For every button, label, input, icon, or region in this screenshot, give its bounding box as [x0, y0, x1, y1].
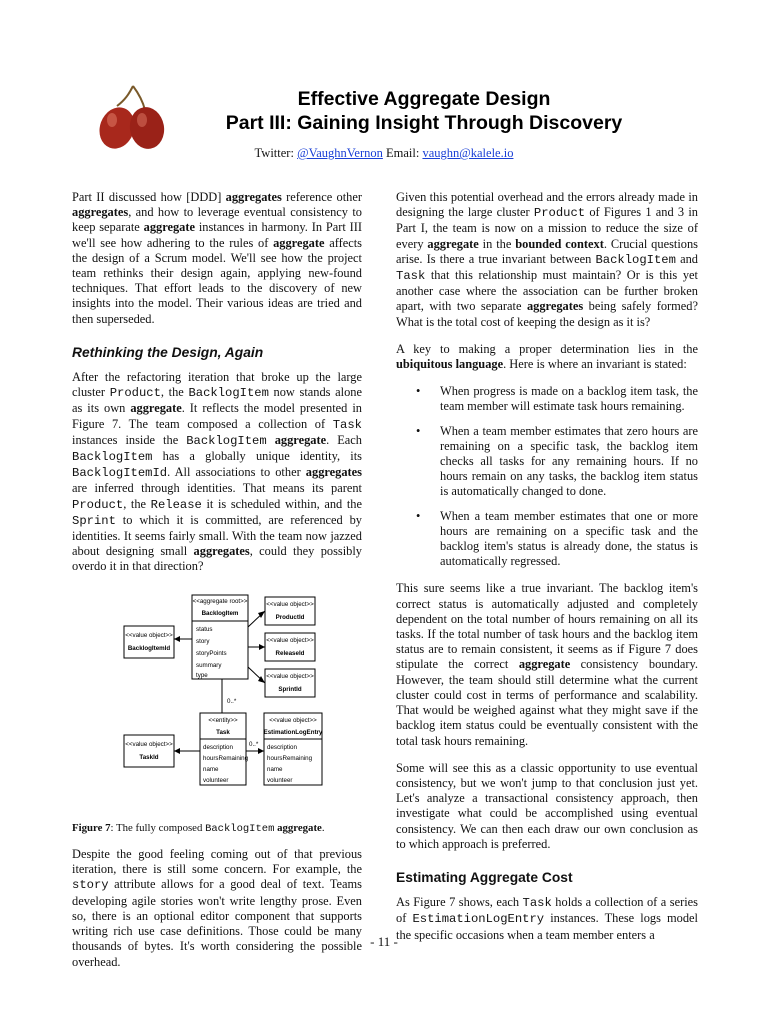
text-run: Despite the good feeling coming out of that previous iteration, there is still some concern. For example, the	[72, 847, 362, 877]
vo-stereotype: <<value object>>	[266, 600, 314, 608]
text-run: After the refactoring iteration that broke up the large cluster	[72, 370, 362, 400]
estimation-attr: hoursRemaining	[267, 754, 313, 762]
text-run: , the	[123, 496, 151, 511]
code-term: Sprint	[72, 513, 116, 528]
twitter-link[interactable]: @VaughnVernon	[297, 146, 383, 160]
multiplicity-label: 0..*	[249, 740, 259, 748]
eventual-consistency-paragraph	[396, 761, 698, 852]
text-run: Some will see this as a classic opportunity to use eventual consistency, but we won't jump to that conclusion just yet. Let's analyze a transactional consistency approach, then investigate what could be accomplished using eventual consistency. We can then each draw our own conclusion as to which approach is preferred.	[396, 760, 698, 851]
code-term: Product	[109, 386, 161, 401]
code-term: Product	[533, 206, 586, 221]
contact-line	[0, 146, 768, 161]
figure-7-diagram	[72, 593, 362, 803]
backlog-attr: story	[196, 637, 210, 645]
task-attr: description	[203, 743, 233, 751]
backlog-stereotype: <<aggregate root>>	[192, 597, 248, 605]
estimation-attr: volunteer	[267, 776, 293, 784]
caption-label: Figure 7	[72, 821, 111, 834]
list-item: • When progress is made on a backlog item task, the team member will estimate task hours remaining.	[440, 384, 698, 414]
code-term: Task	[396, 269, 426, 284]
email-label: Email:	[382, 146, 423, 160]
bold-term: aggregate	[274, 432, 327, 447]
section-heading-rethinking: Rethinking the Design, Again	[72, 344, 264, 360]
code-term: story	[72, 878, 109, 893]
page-number: - 11 -	[370, 934, 398, 949]
releaseid-class: ReleaseId	[275, 649, 305, 657]
text-run: has a globally unique identity, its	[152, 449, 362, 464]
text-run: now stands alone as its own	[72, 385, 362, 416]
list-item: • When a team member estimates that zero hours are remaining on a specific task, the backlog item checks all tasks for any remaining hours. If no hours remain on any tasks, the backlog item status is automatically changed to done.	[440, 424, 698, 500]
code-term: EstimationLogEntry	[412, 912, 545, 927]
taskid-class: TaskId	[139, 753, 159, 761]
bold-term: aggregates	[225, 190, 282, 204]
vo-stereotype: <<value object>>	[269, 716, 317, 724]
bold-term: aggregates	[72, 205, 129, 220]
bold-term: aggregates	[193, 544, 250, 559]
text-run: . Crucial questions arise. Is there a true invariant between	[396, 236, 698, 266]
sprintid-class: SprintId	[278, 685, 302, 693]
ubiquitous-language-paragraph	[396, 342, 698, 372]
text-run: instances in harmony. In Part III we'll see how adhering to the rules of	[72, 220, 363, 250]
text-run: are inferred through identities. That means its parent	[72, 481, 362, 496]
left-column	[72, 190, 362, 982]
bold-term: aggregate	[130, 401, 182, 416]
vo-stereotype: <<value object>>	[125, 631, 173, 639]
code-term: BacklogItem	[72, 450, 153, 465]
text-run: affects the design of a Scrum model. We'll see how the project team rethinks their design again, applying new-found techniques. That effort leads to the discovery of new insights into the model. Their various ideas are tried and then superseded.	[72, 235, 363, 326]
bold-term: aggregate	[518, 657, 571, 672]
task-class: Task	[216, 728, 230, 736]
text-run: , the	[160, 385, 189, 400]
text-run: . Here is where an invariant is stated:	[503, 357, 687, 372]
estimationlogentry-class: EstimationLogEntry	[263, 728, 323, 736]
text-run: in the	[478, 236, 516, 251]
right-column	[396, 190, 698, 955]
vo-stereotype: <<value object>>	[266, 672, 314, 680]
code-term: BacklogItem	[186, 433, 267, 448]
mission-paragraph	[396, 190, 698, 330]
entity-stereotype: <<entity>>	[208, 716, 238, 724]
text-run: to which it is committed, are referenced by identities. It seems fairly small. With the team now jazzed about designing small	[72, 512, 362, 559]
bold-term: aggregate	[143, 220, 196, 235]
bold-term: ubiquitous language	[396, 357, 504, 372]
document-title: Effective Aggregate Design	[297, 88, 551, 110]
caption-end: .	[321, 821, 325, 834]
rethinking-paragraph	[72, 370, 362, 575]
text-run: A key to making a proper determination lies in the	[396, 341, 698, 356]
bold-term: aggregate	[273, 235, 325, 250]
code-term: Task	[522, 896, 552, 911]
caption-text: : The fully composed	[110, 821, 206, 834]
email-link[interactable]: vaughn@kalele.io	[422, 146, 514, 160]
text-run: consistency boundary. However, the team should still determine what the current cluster could cost in terms of performance and scalability. That would be weighed against what they might save if the backlog item status could be eventually consistent with the total task hours remaining.	[396, 657, 698, 748]
section-heading-estimating: Estimating Aggregate Cost	[396, 869, 573, 885]
code-term: Task	[332, 417, 362, 432]
task-attr: volunteer	[203, 776, 229, 784]
invariant-list	[396, 384, 698, 569]
caption-mono: BacklogItem	[205, 822, 275, 835]
text-run: and	[675, 251, 698, 266]
estimation-attr: description	[267, 743, 297, 751]
code-term: BacklogItemId	[72, 466, 168, 481]
vo-stereotype: <<value object>>	[125, 740, 173, 748]
backlog-attr: summary	[196, 661, 222, 669]
task-attr: name	[203, 765, 219, 773]
twitter-label: Twitter:	[254, 146, 298, 160]
estimation-attr: name	[267, 765, 283, 773]
text-run: holds a collection of a series of	[396, 895, 698, 926]
backlog-attr: storyPoints	[196, 649, 227, 657]
text-run: Part II discussed how [DDD]	[72, 190, 226, 204]
code-term: Product	[72, 497, 124, 512]
invariant-paragraph	[396, 581, 698, 748]
text-run: being safely formed? What is the total cost of keeping the design as it is?	[396, 299, 698, 329]
backlogitem-class: BacklogItem	[201, 609, 239, 617]
list-item: • When a team member estimates that one or more hours are remaining on a specific task and the backlog item's status is already done, the status is automatically regressed.	[440, 509, 698, 570]
text-run: it is scheduled within, and the	[201, 496, 362, 511]
text-run	[267, 433, 275, 447]
text-run: This sure seems like a true invariant. The backlog item's correct status is automatically adjusted and completely dependent on the total number of hours remaining on all its tasks. If the total number of task hours and the backlog item status are to remain consistent, it seems as if Figure 7 does stipulate the correct	[396, 581, 698, 672]
bold-term: aggregates	[305, 465, 362, 480]
text-run: As Figure 7 shows, each	[396, 895, 523, 910]
text-run: . It reflects the model presented in Figure 7. The team composed a collection of	[72, 401, 362, 431]
text-run: . Each	[326, 432, 362, 447]
overhead-paragraph	[72, 847, 362, 970]
vo-stereotype: <<value object>>	[266, 636, 314, 644]
backlogitemid-class: BacklogItemId	[127, 644, 171, 652]
text-run: instances. These logs model the specific occasions when a team member enters a	[396, 911, 698, 942]
productid-class: ProductId	[275, 613, 305, 621]
code-term: BacklogItem	[188, 386, 269, 401]
bold-term: bounded context	[515, 236, 604, 251]
text-run: Given this potential overhead and the errors already made in designing the large cluster	[396, 190, 698, 220]
text-run: , could they possibly overdo it in that direction?	[72, 544, 362, 574]
backlog-attr: status	[196, 625, 213, 633]
code-term: Release	[150, 497, 202, 512]
figure-7-caption	[72, 821, 362, 837]
text-run: . All associations to other	[167, 465, 306, 480]
text-run: of Figures 1 and 3 in Part I, the team is now on a mission to reduce the size of every	[396, 205, 699, 251]
text-run: attribute allows for a good deal of text. Teams developing agile stories won't write lengthy prose. Even so, there is an optional editor component that supports writing rich use case definitions. Those could be many thousands of bytes. It's worth considering the possible overhead.	[72, 877, 362, 969]
text-run: instances inside the	[72, 432, 187, 447]
code-term: BacklogItem	[595, 252, 676, 267]
text-run: reference other	[281, 190, 362, 204]
intro-paragraph	[72, 190, 362, 327]
multiplicity-label: 0..*	[227, 697, 237, 705]
task-attr: hoursRemaining	[203, 754, 249, 762]
bold-term: aggregates	[526, 299, 584, 314]
text-run: that this relationship must maintain? Or is this yet another case where the association can be further broken apart, with two separate	[396, 268, 698, 314]
bold-term: aggregate	[427, 236, 479, 251]
text-run: , and how to leverage eventual consistency to keep separate	[72, 205, 362, 235]
caption-bold: aggregate	[277, 821, 322, 834]
backlog-attr: type	[196, 671, 208, 679]
title-block	[0, 88, 768, 135]
document-subtitle: Part III: Gaining Insight Through Discovery	[225, 112, 623, 134]
